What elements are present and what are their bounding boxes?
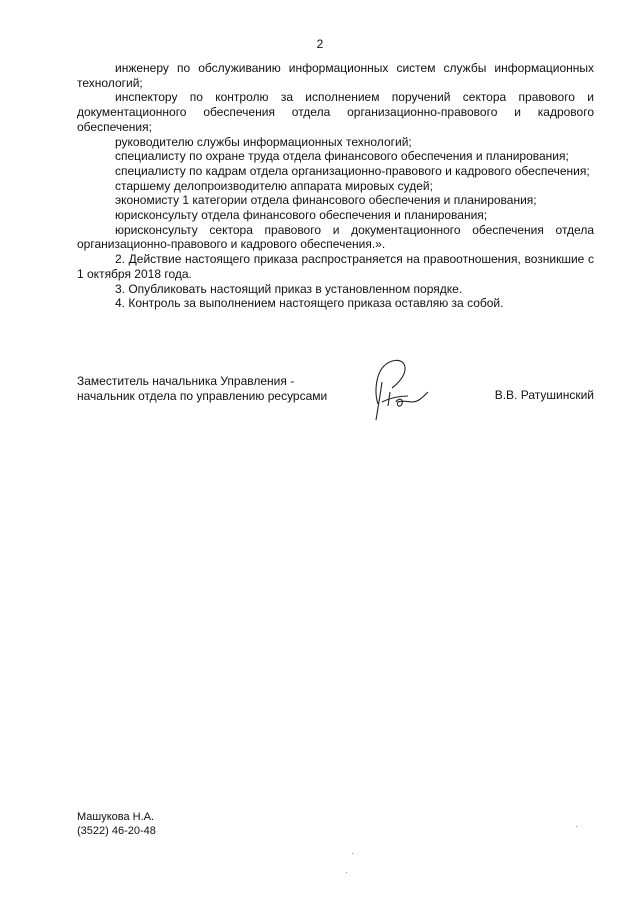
handwritten-signature-icon — [360, 352, 440, 424]
paragraph: 4. Контроль за выполнением настоящего приказа оставляю за собой. — [115, 296, 504, 311]
paragraph: инженеру по обслуживанию информационных систем службы информационных технологий; — [77, 61, 594, 90]
executor-phone: (3522) 46-20-48 — [77, 825, 156, 837]
paragraph: инспектору по контролю за исполнением поручений сектора правового и документационного обеспечения отдела организационно-правового и кадрового обеспечения; — [77, 90, 594, 134]
paragraph: руководителю службы информационных технологий; — [115, 134, 412, 149]
paragraph: юрисконсульту отдела финансового обеспечения и планирования; — [115, 208, 488, 223]
executor-name: Машукова Н.А. — [77, 811, 155, 823]
scan-speck — [576, 826, 577, 827]
document-body — [77, 61, 594, 311]
paragraph: 3. Опубликовать настоящий приказ в установленном порядке. — [115, 281, 463, 296]
signatory-position — [77, 374, 327, 404]
executor-info — [77, 810, 156, 838]
scan-speck — [346, 872, 347, 873]
page-number: 2 — [316, 37, 324, 51]
paragraph: 2. Действие настоящего приказа распространяется на правоотношения, возникшие с 1 октября 2018 года. — [77, 252, 594, 281]
paragraph: специалисту по охране труда отдела финансового обеспечения и планирования; — [115, 149, 569, 164]
paragraph: экономисту 1 категории отдела финансового обеспечения и планирования; — [115, 193, 537, 208]
position-line: начальник отдела по управлению ресурсами — [77, 389, 328, 403]
paragraph: специалисту по кадрам отдела организационно-правового и кадрового обеспечения; — [115, 163, 590, 178]
paragraph: юрисконсульту сектора правового и документационного обеспечения отдела организационно-правового и кадрового обеспечения.». — [77, 222, 594, 252]
position-line: Заместитель начальника Управления - — [77, 374, 295, 388]
paragraph: старшему делопроизводителю аппарата мировых судей; — [115, 178, 433, 193]
signatory-name: В.В. Ратушинский — [494, 388, 594, 402]
scan-speck — [352, 853, 353, 854]
